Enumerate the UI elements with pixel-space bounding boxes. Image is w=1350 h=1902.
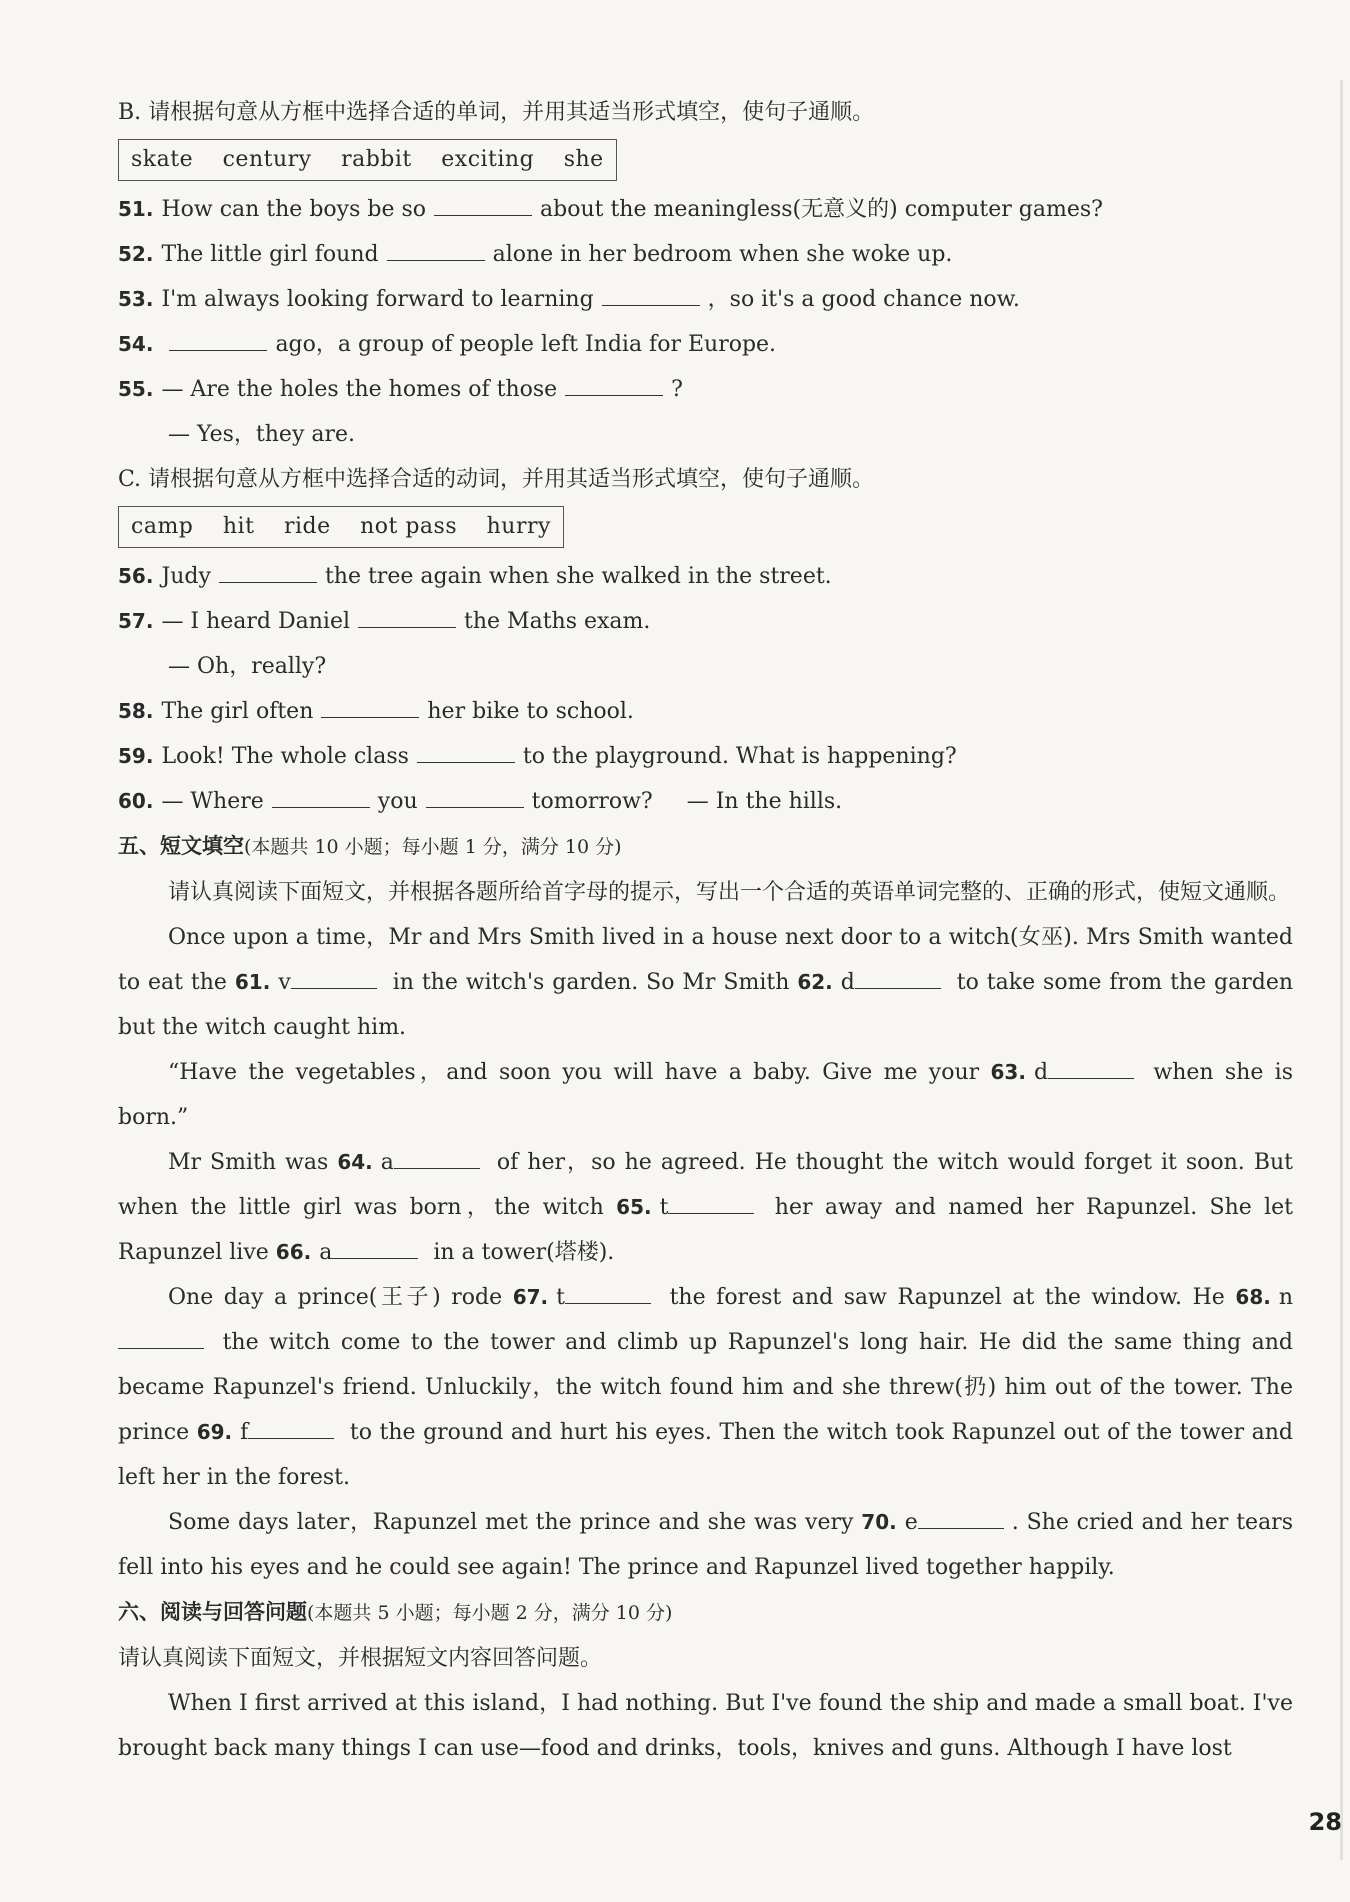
question-53 bbox=[118, 277, 1293, 322]
answer-blank[interactable] bbox=[565, 1279, 651, 1304]
part-b-instruction: B. 请根据句意从方框中选择合适的单词，并用其适当形式填空，使句子通顺。 bbox=[118, 100, 875, 125]
passage-paragraph bbox=[118, 1275, 1293, 1500]
hint-letter: d bbox=[1033, 1060, 1049, 1085]
passage-paragraph bbox=[118, 1050, 1293, 1140]
word-option: not pass bbox=[360, 514, 458, 539]
passage-paragraph: When I first arrived at this island，I had nothing. But I've found the ship and made a small boat. I've brought back many things I can use—food and drinks，tools，knives and guns. Although I have lost bbox=[118, 1691, 1293, 1761]
passage-text: to the ground and hurt his eyes. Then the witch took Rapunzel out of the tower and left her in the forest. bbox=[118, 1420, 1294, 1490]
question-number: 56. bbox=[118, 564, 154, 588]
question-60 bbox=[118, 779, 1293, 824]
passage-text: her away and named her Rapunzel. She let Rapunzel live bbox=[118, 1195, 1294, 1265]
page-edge bbox=[1340, 80, 1343, 1860]
question-text: — In the hills. bbox=[686, 789, 843, 814]
hint-letter: v bbox=[278, 970, 291, 995]
question-number: 52. bbox=[118, 242, 154, 266]
question-number: 67. bbox=[512, 1285, 549, 1309]
question-text: about the meaningless(无意义的) computer games? bbox=[540, 197, 1103, 222]
word-option: skate bbox=[131, 147, 194, 172]
question-number: 65. bbox=[616, 1195, 652, 1219]
question-text: her bike to school. bbox=[427, 699, 634, 724]
question-text: — I heard Daniel bbox=[161, 609, 351, 634]
answer-blank[interactable] bbox=[855, 964, 941, 989]
question-text: alone in her bedroom when she woke up. bbox=[492, 242, 953, 267]
answer-blank[interactable] bbox=[387, 236, 485, 261]
part-c-instruction: C. 请根据句意从方框中选择合适的动词，并用其适当形式填空，使句子通顺。 bbox=[118, 467, 875, 492]
question-number: 51. bbox=[118, 197, 154, 221]
answer-blank[interactable] bbox=[426, 783, 524, 808]
answer-blank[interactable] bbox=[1048, 1054, 1134, 1079]
section-score: (本题共 10 小题；每小题 1 分，满分 10 分) bbox=[244, 836, 622, 858]
hint-letter: t bbox=[659, 1195, 669, 1220]
answer-blank[interactable] bbox=[358, 603, 456, 628]
question-57-reply: — Oh，really? bbox=[168, 654, 327, 679]
question-text: ，so it's a good chance now. bbox=[707, 287, 1020, 312]
word-option: hit bbox=[222, 514, 255, 539]
question-text: — Where bbox=[161, 789, 264, 814]
hint-letter: n bbox=[1278, 1285, 1294, 1310]
question-number: 54. bbox=[118, 332, 154, 356]
question-55-reply: — Yes，they are. bbox=[168, 422, 356, 447]
passage-text: the forest and saw Rapunzel at the window. He bbox=[669, 1285, 1225, 1310]
word-option: century bbox=[222, 147, 312, 172]
passage-text: Some days later，Rapunzel met the prince and she was very bbox=[168, 1510, 854, 1535]
answer-blank[interactable] bbox=[434, 191, 532, 216]
question-number: 55. bbox=[118, 377, 154, 401]
answer-blank[interactable] bbox=[248, 1414, 334, 1439]
question-text: Look! The whole class bbox=[161, 744, 409, 769]
word-option: exciting bbox=[441, 147, 535, 172]
question-text: How can the boys be so bbox=[161, 197, 426, 222]
word-option: rabbit bbox=[341, 147, 412, 172]
passage-text: to take some from the garden but the witch caught him. bbox=[118, 970, 1294, 1040]
question-number: 53. bbox=[118, 287, 154, 311]
word-option: camp bbox=[131, 514, 194, 539]
question-54 bbox=[118, 322, 1293, 367]
passage-text: when she is born.” bbox=[118, 1060, 1293, 1130]
answer-blank[interactable] bbox=[219, 558, 317, 583]
section-6-instruction: 请认真阅读下面短文，并根据短文内容回答问题。 bbox=[118, 1646, 603, 1671]
answer-blank[interactable] bbox=[321, 693, 419, 718]
answer-blank[interactable] bbox=[565, 371, 663, 396]
answer-blank[interactable] bbox=[118, 1324, 204, 1349]
question-number: 63. bbox=[990, 1060, 1026, 1084]
question-text: Judy bbox=[161, 564, 211, 589]
word-option: she bbox=[563, 147, 604, 172]
page-number: 28 bbox=[1308, 1808, 1342, 1836]
question-text: The little girl found bbox=[161, 242, 379, 267]
passage-text: One day a prince(王子) rode bbox=[168, 1285, 503, 1310]
section-5-instruction: 请认真阅读下面短文，并根据各题所给首字母的提示，写出一个合适的英语单词完整的、正确的形式，使短文通顺。 bbox=[168, 880, 1291, 905]
answer-blank[interactable] bbox=[417, 738, 515, 763]
answer-blank[interactable] bbox=[169, 326, 267, 351]
part-b-word-box bbox=[118, 139, 617, 181]
question-number: 68. bbox=[1235, 1285, 1271, 1309]
passage-text: . She cried and her tears fell into his eyes and he could see again! The prince and Rapunzel lived together happily. bbox=[118, 1510, 1293, 1580]
worksheet-page bbox=[118, 90, 1293, 1771]
hint-letter: f bbox=[240, 1420, 249, 1445]
answer-blank[interactable] bbox=[291, 964, 377, 989]
question-57 bbox=[118, 599, 1293, 644]
answer-blank[interactable] bbox=[332, 1234, 418, 1259]
answer-blank[interactable] bbox=[272, 783, 370, 808]
word-option: hurry bbox=[486, 514, 551, 539]
hint-letter: a bbox=[380, 1150, 394, 1175]
passage-paragraph bbox=[118, 915, 1293, 1050]
hint-letter: a bbox=[319, 1240, 333, 1265]
question-text: ago，a group of people left India for Europe. bbox=[275, 332, 777, 357]
hint-letter: d bbox=[840, 970, 855, 995]
question-text: the Maths exam. bbox=[464, 609, 651, 634]
section-6-heading bbox=[118, 1590, 1293, 1636]
passage-text: “Have the vegetables，and soon you will have a baby. Give me your bbox=[168, 1060, 980, 1085]
question-text: I'm always looking forward to learning bbox=[161, 287, 594, 312]
passage-text: in a tower(塔楼). bbox=[433, 1240, 615, 1265]
passage-paragraph bbox=[118, 1500, 1293, 1590]
question-59 bbox=[118, 734, 1293, 779]
section-title: 五、短文填空 bbox=[118, 834, 244, 858]
question-number: 69. bbox=[196, 1420, 233, 1444]
answer-blank[interactable] bbox=[668, 1189, 754, 1214]
question-text: you bbox=[377, 789, 418, 814]
question-56 bbox=[118, 554, 1293, 599]
question-number: 61. bbox=[234, 970, 271, 994]
question-58 bbox=[118, 689, 1293, 734]
question-number: 62. bbox=[797, 970, 833, 994]
passage-text: Once upon a time，Mr and Mrs Smith lived in a house next door to a witch(女巫). Mrs Smith wanted to eat the bbox=[118, 925, 1293, 995]
question-text: The girl often bbox=[161, 699, 314, 724]
word-option: ride bbox=[283, 514, 331, 539]
answer-blank[interactable] bbox=[394, 1144, 480, 1169]
answer-blank[interactable] bbox=[602, 281, 700, 306]
answer-blank[interactable] bbox=[918, 1504, 1004, 1529]
question-number: 57. bbox=[118, 609, 154, 633]
question-number: 66. bbox=[275, 1240, 312, 1264]
hint-letter: e bbox=[904, 1510, 918, 1535]
question-number: 59. bbox=[118, 744, 154, 768]
question-text: to the playground. What is happening? bbox=[522, 744, 957, 769]
passage-text: of her，so he agreed. He thought the witch would forget it soon. But when the little girl was born，the witch bbox=[118, 1150, 1293, 1220]
question-text: ? bbox=[671, 377, 683, 402]
section-5-heading bbox=[118, 824, 1293, 870]
passage-paragraph bbox=[118, 1140, 1293, 1275]
passage-text: Mr Smith was bbox=[168, 1150, 329, 1175]
part-c-word-box bbox=[118, 506, 564, 548]
passage-text: in the witch's garden. So Mr Smith bbox=[392, 970, 790, 995]
passage-text: the witch come to the tower and climb up Rapunzel's long hair. He did the same thing and became Rapunzel's friend. Unluckily，the witch found him and she threw(扔) him out of the tower. The prince bbox=[118, 1330, 1294, 1445]
section-score: (本题共 5 小题；每小题 2 分，满分 10 分) bbox=[307, 1602, 673, 1624]
question-text: the tree again when she walked in the street. bbox=[324, 564, 832, 589]
question-51 bbox=[118, 187, 1293, 232]
question-number: 64. bbox=[337, 1150, 373, 1174]
question-number: 60. bbox=[118, 789, 154, 813]
question-number: 70. bbox=[861, 1510, 897, 1534]
question-55 bbox=[118, 367, 1293, 412]
section-title: 六、阅读与回答问题 bbox=[118, 1600, 307, 1624]
question-text: tomorrow? bbox=[531, 789, 653, 814]
question-number: 58. bbox=[118, 699, 154, 723]
question-52 bbox=[118, 232, 1293, 277]
hint-letter: t bbox=[556, 1285, 565, 1310]
question-text: — Are the holes the homes of those bbox=[161, 377, 558, 402]
